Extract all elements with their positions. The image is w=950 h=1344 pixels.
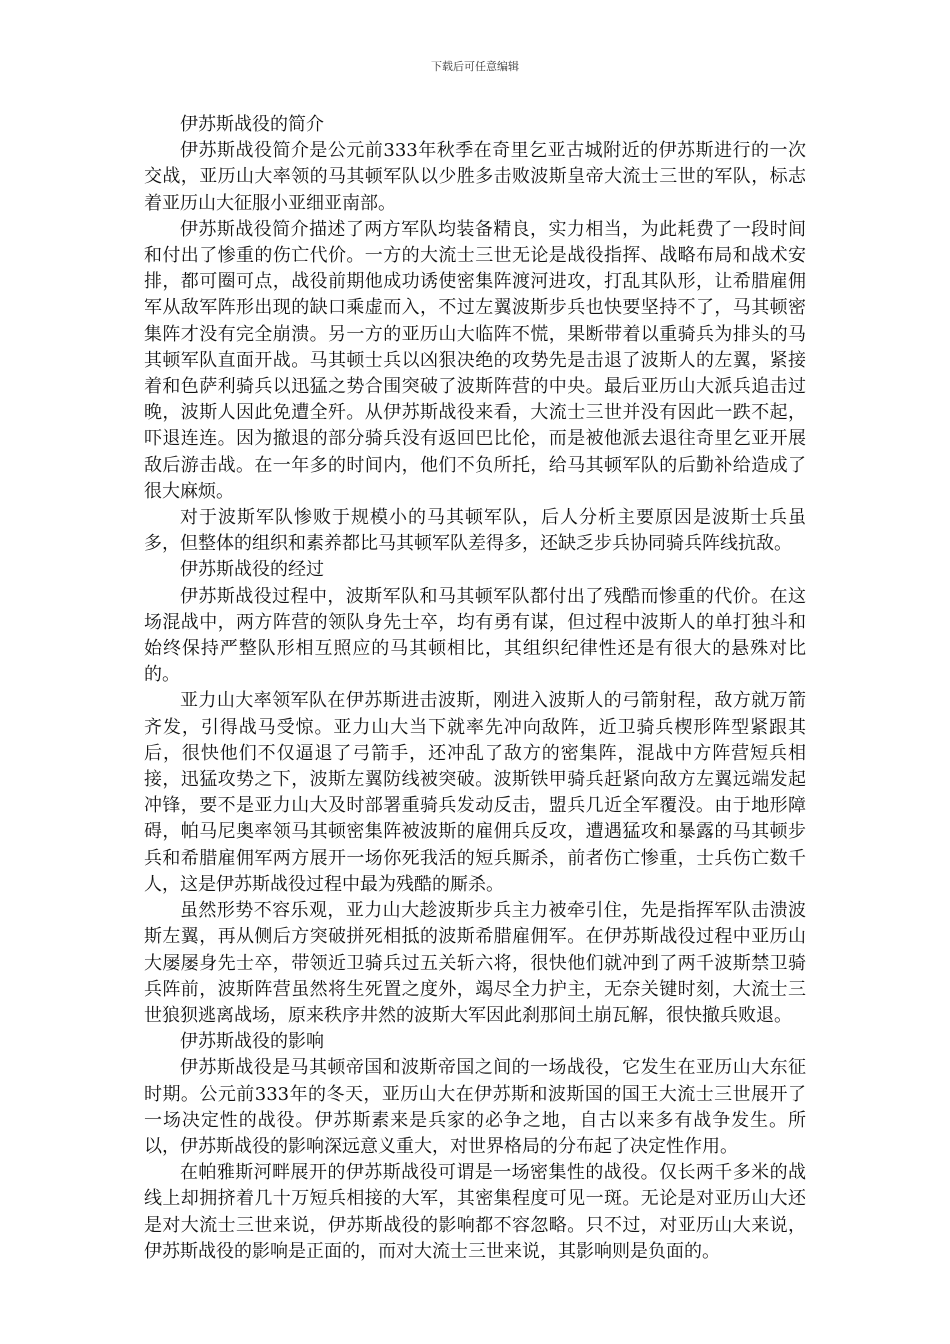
article-body <box>144 112 806 1265</box>
paragraph: 在帕雅斯河畔展开的伊苏斯战役可谓是一场密集性的战役。仅长两千多米的战线上却拥挤着几十万短兵相接的大军，其密集程度可见一斑。无论是对亚历山大还是对大流士三世来说，伊苏斯战役的影响都不容忽略。只不过，对亚历山大来说，伊苏斯战役的影响是正面的，而对大流士三世来说，其影响则是负面的。 <box>144 1162 806 1262</box>
paragraph: 对于波斯军队惨败于规模小的马其顿军队，后人分析主要原因是波斯士兵虽多，但整体的组织和素养都比马其顿军队差得多，还缺乏步兵协同骑兵阵线抗敌。 <box>144 507 806 555</box>
paragraph: 虽然形势不容乐观，亚力山大趁波斯步兵主力被牵引住，先是指挥军队击溃波斯左翼，再从侧后方突破拼死相抵的波斯希腊雇佣军。在伊苏斯战役过程中亚历山大屡屡身先士卒，带领近卫骑兵过五关斩六将，很快他们就冲到了两千波斯禁卫骑兵阵前，波斯阵营虽然将生死置之度外，竭尽全力护主，无奈关键时刻，大流士三世狼狈逃离战场，原来秩序井然的波斯大军因此刹那间土崩瓦解，很快撤兵败退。 <box>144 900 806 1026</box>
paragraph: 伊苏斯战役简介是公元前333年秋季在奇里乞亚古城附近的伊苏斯进行的一次交战，亚历山大率领的马其顿军队以少胜多击败波斯皇帝大流士三世的军队，标志着亚历山大征服小亚细亚南部。 <box>144 140 806 214</box>
section-title-process: 伊苏斯战役的经过 <box>180 559 324 581</box>
paragraph: 伊苏斯战役是马其顿帝国和波斯帝国之间的一场战役，它发生在亚历山大东征时期。公元前333年的冬天，亚历山大在伊苏斯和波斯国的国王大流士三世展开了一场决定性的战役。伊苏斯素来是兵家的必争之地，自古以来多有战争发生。所以，伊苏斯战役的影响深远意义重大，对世界格局的分布起了决定性作用。 <box>144 1057 806 1157</box>
section-title-impact: 伊苏斯战役的影响 <box>180 1031 324 1053</box>
paragraph: 伊苏斯战役简介描述了两方军队均装备精良，实力相当，为此耗费了一段时间和付出了惨重的伤亡代价。一方的大流士三世无论是战役指挥、战略布局和战术安排，都可圈可点，战役前期他成功诱使密集阵渡河进攻，打乱其队形，让希腊雇佣军从敌军阵形出现的缺口乘虚而入，不过左翼波斯步兵也快要坚持不了，马其顿密集阵才没有完全崩溃。另一方的亚历山大临阵不慌，果断带着以重骑兵为排头的马其顿军队直面开战。马其顿士兵以凶狠决绝的攻势先是击退了波斯人的左翼，紧接着和色萨利骑兵以迅猛之势合围突破了波斯阵营的中央。最后亚历山大派兵追击过晚，波斯人因此免遭全歼。从伊苏斯战役来看，大流士三世并没有因此一跌不起，吓退连连。因为撤退的部分骑兵没有返回巴比伦，而是被他派去退往奇里乞亚开展敌后游击战。在一年多的时间内，他们不负所托，给马其顿军队的后勤补给造成了很大麻烦。 <box>144 218 806 502</box>
section-title-intro: 伊苏斯战役的简介 <box>180 114 324 135</box>
paragraph: 亚力山大率领军队在伊苏斯进击波斯，刚进入波斯人的弓箭射程，敌方就万箭齐发，引得战马受惊。亚力山大当下就率先冲向敌阵，近卫骑兵楔形阵型紧跟其后，很快他们不仅逼退了弓箭手，还冲乱了敌方的密集阵，混战中方阵营短兵相接，迅猛攻势之下，波斯左翼防线被突破。波斯铁甲骑兵赶紧向敌方左翼远端发起冲锋，要不是亚力山大及时部署重骑兵发动反击，盟兵几近全军覆没。由于地形障碍，帕马尼奥率领马其顿密集阵被波斯的雇佣兵反攻，遭遇猛攻和暴露的马其顿步兵和希腊雇佣军两方展开一场你死我活的短兵厮杀，前者伤亡惨重，士兵伤亡数千人，这是伊苏斯战役过程中最为残酷的厮杀。 <box>144 690 806 895</box>
paragraph: 伊苏斯战役过程中，波斯军队和马其顿军队都付出了残酷而惨重的代价。在这场混战中，两方阵营的领队身先士卒，均有勇有谋，但过程中波斯人的单打独斗和始终保持严整队形相互照应的马其顿相比，其组织纪律性还是有很大的悬殊对比的。 <box>144 585 806 686</box>
page-header: 下载后可任意编辑 <box>431 60 519 73</box>
